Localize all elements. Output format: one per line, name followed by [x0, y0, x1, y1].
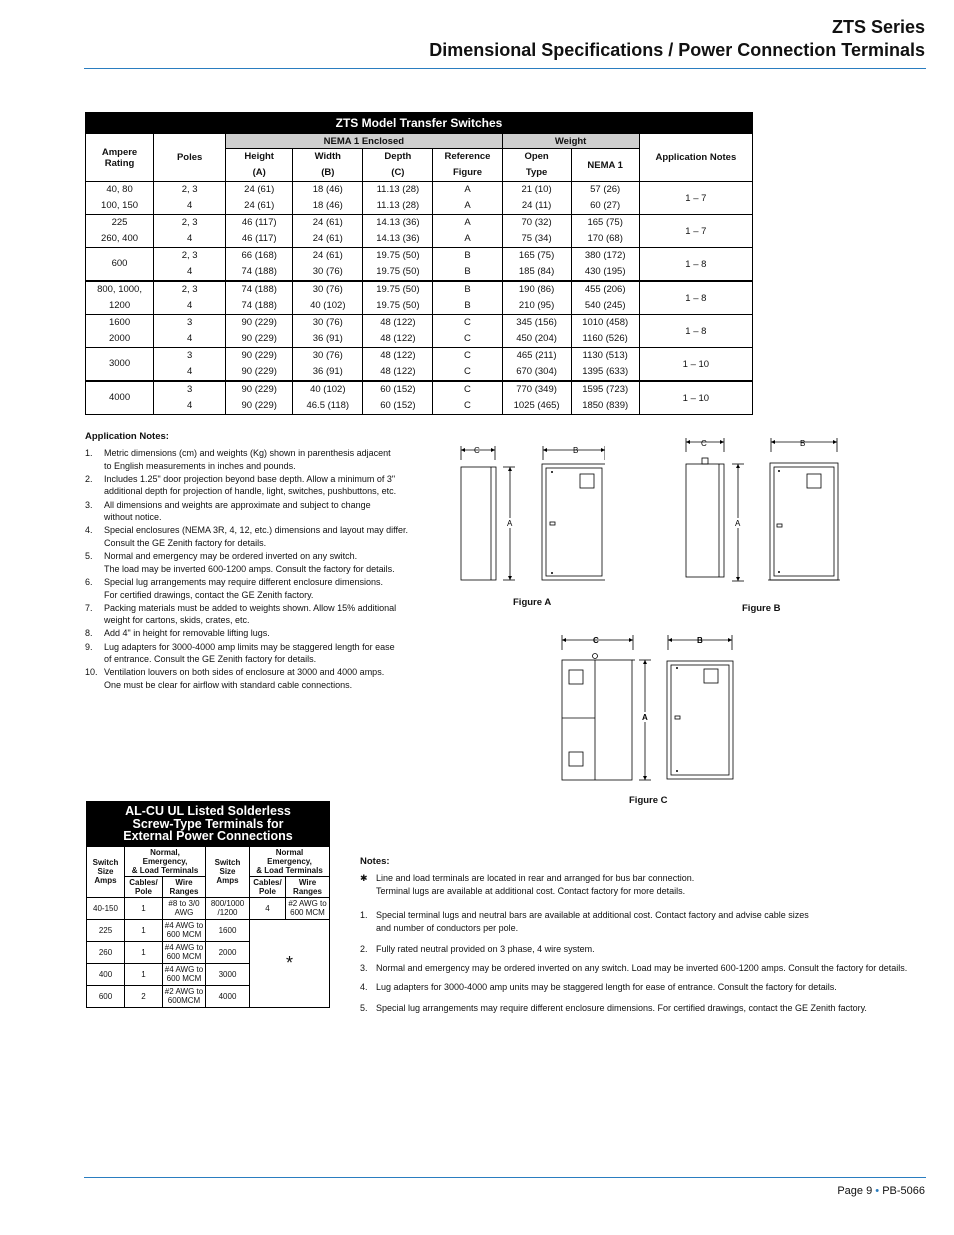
cell-depth: 11.13 (28) 11.13 (28) [363, 182, 433, 215]
cell-amps-2: 800/1000 /1200 [206, 897, 250, 919]
cell-ampere: 225 260, 400 [86, 215, 154, 248]
cell-cables: 1 [125, 963, 163, 985]
cell-poles: 3 4 [154, 381, 226, 415]
cell-nema1: 1130 (513) 1395 (633) [571, 348, 639, 382]
cell-amps: 40-150 [87, 897, 125, 919]
cell-app-notes: 1 – 7 [639, 215, 752, 248]
cell-poles: 2, 3 4 [154, 248, 226, 282]
col-depth: Depth (C) [363, 149, 433, 182]
cell-height: 66 (168) 74 (188) [226, 248, 293, 282]
fig-a-dim-a: A [507, 519, 513, 528]
table-row [86, 281, 753, 315]
cell-amps: 400 [87, 963, 125, 985]
cell-ampere: 1600 2000 [86, 315, 154, 348]
col-terminals-group: Normal, Emergency, & Load Terminals [125, 846, 206, 876]
fig-a-dim-b: B [573, 446, 579, 455]
col-wire-ranges: Wire Ranges [163, 876, 206, 897]
cell-wire: #4 AWG to 600 MCM [163, 919, 206, 941]
col-ref-figure: Reference Figure [433, 149, 502, 182]
col-nema1: NEMA 1 [571, 149, 639, 182]
cell-nema1: 455 (206) 540 (245) [571, 281, 639, 315]
cell-poles: 2, 3 4 [154, 215, 226, 248]
figure-c-label: Figure C [629, 795, 668, 806]
page-title: Dimensional Specifications / Power Connection Terminals [429, 40, 925, 60]
list-item: 7. Packing materials must be added to weights shown. Allow 15% additional weight for cartons, skids, crates, etc. [85, 602, 397, 626]
cell-open-type: 70 (32) 75 (34) [502, 215, 571, 248]
cell-open-type: 770 (349) 1025 (465) [502, 381, 571, 415]
list-item: 1. Metric dimensions (cm) and weights (Kg) shown in parenthesis adjacent to English measurements in inches and pounds. [85, 448, 391, 471]
col-switch-size-2: Switch Size Amps [206, 846, 250, 897]
cell-amps: 600 [87, 985, 125, 1007]
figure-c-drawing [555, 632, 745, 787]
cell-width: 24 (61) 30 (76) [293, 248, 363, 282]
terminals-table [86, 801, 330, 1008]
cell-wire: #2 AWG to 600MCM [163, 985, 206, 1007]
cell-wire: #4 AWG to 600 MCM [163, 963, 206, 985]
cell-open-type: 21 (10) 24 (11) [502, 182, 571, 215]
cell-wire: #8 to 3/0 AWG [163, 897, 206, 919]
cell-width: 18 (46) 18 (46) [293, 182, 363, 215]
cell-open-type: 190 (86) 210 (95) [502, 281, 571, 315]
fig-b-dim-b: B [800, 439, 806, 448]
table-row [86, 315, 753, 348]
table-row [87, 919, 330, 941]
cell-open-type: 465 (211) 670 (304) [502, 348, 571, 382]
table-row [86, 248, 753, 282]
cell-depth: 48 (122) 48 (122) [363, 315, 433, 348]
list-item: 4. Special enclosures (NEMA 3R, 4, 12, etc.) dimensions and layout may differ. Consult the GE Zenith factory for details. [85, 525, 408, 548]
cell-width: 30 (76) 40 (102) [293, 281, 363, 315]
notes-title: Notes: [360, 856, 390, 867]
cell-poles: 2, 3 4 [154, 182, 226, 215]
cell-amps-2: 1600 [206, 919, 250, 941]
cell-width: 40 (102) 46.5 (118) [293, 381, 363, 415]
cell-amps-2: 4000 [206, 985, 250, 1007]
fig-b-dim-a: A [735, 519, 741, 528]
cell-wire-2: #2 AWG to 600 MCM [286, 897, 330, 919]
cell-app-notes: 1 – 7 [639, 182, 752, 215]
cell-ref-figure: B B [433, 248, 502, 282]
terminals-caption: AL-CU UL Listed Solderless Screw-Type Terminals for External Power Connections [87, 802, 330, 847]
col-app-notes: Application Notes [639, 134, 752, 182]
cell-app-notes: 1 – 8 [639, 281, 752, 315]
list-item: 3. All dimensions and weights are approximate and subject to change without notice. [85, 499, 371, 523]
table-row [86, 381, 753, 415]
cell-ampere: 4000 [86, 381, 154, 415]
series-title: ZTS Series [831, 17, 925, 37]
cell-app-notes: 1 – 8 [639, 315, 752, 348]
cell-ref-figure: C C [433, 381, 502, 415]
col-terminals-group-2: Normal Emergency, & Load Terminals [250, 846, 330, 876]
col-open-type: Open Type [502, 149, 571, 182]
col-wire-ranges-2: Wire Ranges [286, 876, 330, 897]
list-item: 10. Ventilation louvers on both sides of enclosure at 3000 and 4000 amps. One must be clear for airflow with standard cable connections. [85, 667, 385, 691]
fig-a-dim-c: C [474, 446, 480, 455]
cell-open-type: 165 (75) 185 (84) [502, 248, 571, 282]
app-notes-list [85, 447, 415, 692]
figure-b-drawing [680, 436, 850, 596]
page-number: Page 9 [837, 1185, 873, 1197]
cell-poles: 3 4 [154, 315, 226, 348]
cell-ampere: 600 [86, 248, 154, 282]
cell-ampere: 40, 80 100, 150 [86, 182, 154, 215]
cell-ref-figure: A A [433, 182, 502, 215]
cell-height: 74 (188) 74 (188) [226, 281, 293, 315]
cell-amps: 225 [87, 919, 125, 941]
cell-wire: #4 AWG to 600 MCM [163, 941, 206, 963]
figure-a-drawing [455, 440, 605, 615]
table-row [87, 897, 330, 919]
col-switch-size: Switch Size Amps [87, 846, 125, 897]
table-row [86, 215, 753, 248]
cell-amps-2: 3000 [206, 963, 250, 985]
cell-height: 90 (229) 90 (229) [226, 348, 293, 382]
cell-nema1: 57 (26) 60 (27) [571, 182, 639, 215]
fig-c-dim-b: B [697, 636, 703, 645]
cell-ampere: 3000 [86, 348, 154, 382]
cell-ref-figure: C C [433, 348, 502, 382]
page-footer [837, 1185, 925, 1197]
app-notes-title: Application Notes: [85, 431, 169, 442]
table-row [86, 182, 753, 215]
cell-width: 30 (76) 36 (91) [293, 348, 363, 382]
cell-app-notes: 1 – 8 [639, 248, 752, 282]
list-item: 9. Lug adapters for 3000-4000 amp limits may be staggered length for ease of entrance. Consult the GE Zenith factory for details. [85, 641, 395, 665]
fig-c-dim-a: A [642, 713, 648, 722]
cell-app-notes: 1 – 10 [639, 348, 752, 382]
cell-poles: 3 4 [154, 348, 226, 382]
doc-number: PB-5066 [882, 1185, 925, 1197]
cell-app-notes: 1 – 10 [639, 381, 752, 415]
cell-poles: 2, 3 4 [154, 281, 226, 315]
col-ampere: Ampere Rating [86, 134, 154, 182]
cell-star: * [250, 919, 330, 1007]
cell-height: 24 (61) 24 (61) [226, 182, 293, 215]
top-rule [84, 68, 926, 69]
group-nema: NEMA 1 Enclosed [226, 134, 502, 149]
group-weight: Weight [502, 134, 639, 149]
col-poles: Poles [154, 134, 226, 182]
cell-height: 46 (117) 46 (117) [226, 215, 293, 248]
bottom-rule [84, 1177, 926, 1178]
table-row [86, 348, 753, 382]
cell-amps-2: 2000 [206, 941, 250, 963]
cell-depth: 48 (122) 48 (122) [363, 348, 433, 382]
cell-depth: 19.75 (50) 19.75 (50) [363, 281, 433, 315]
cell-ref-figure: C C [433, 315, 502, 348]
cell-height: 90 (229) 90 (229) [226, 381, 293, 415]
cell-nema1: 1595 (723) 1850 (839) [571, 381, 639, 415]
cell-nema1: 1010 (458) 1160 (526) [571, 315, 639, 348]
cell-nema1: 165 (75) 170 (68) [571, 215, 639, 248]
cell-depth: 60 (152) 60 (152) [363, 381, 433, 415]
col-cables-pole: Cables/ Pole [125, 876, 163, 897]
cell-depth: 14.13 (36) 14.13 (36) [363, 215, 433, 248]
col-height: Height (A) [226, 149, 293, 182]
cell-cables: 1 [125, 919, 163, 941]
figure-b-label: Figure B [742, 603, 781, 614]
zts-model-table [85, 112, 753, 415]
cell-cables: 1 [125, 941, 163, 963]
list-item: 6. Special lug arrangements may require different enclosure dimensions. For certified drawings, contact the GE Zenith factory. [85, 576, 383, 600]
cell-ref-figure: B B [433, 281, 502, 315]
list-item: 2. Includes 1.25" door projection beyond base depth. Allow a minimum of 3" additional depth for projection of handle, light, switches, pushbuttons, etc. [85, 473, 397, 497]
cell-cables: 2 [125, 985, 163, 1007]
cell-cables-2: 4 [250, 897, 286, 919]
cell-cables: 1 [125, 897, 163, 919]
cell-amps: 260 [87, 941, 125, 963]
fig-b-dim-c: C [701, 439, 707, 448]
cell-width: 30 (76) 36 (91) [293, 315, 363, 348]
list-item: 5. Normal and emergency may be ordered inverted on any switch. The load may be inverted 600-1200 amps. Consult the factory for details. [85, 551, 395, 574]
cell-width: 24 (61) 24 (61) [293, 215, 363, 248]
cell-depth: 19.75 (50) 19.75 (50) [363, 248, 433, 282]
cell-ampere: 800, 1000, 1200 [86, 281, 154, 315]
footer-bullet: • [875, 1185, 880, 1197]
list-item: 8. Add 4" in height for removable lifting lugs. [85, 628, 270, 639]
cell-height: 90 (229) 90 (229) [226, 315, 293, 348]
cell-ref-figure: A A [433, 215, 502, 248]
cell-nema1: 380 (172) 430 (195) [571, 248, 639, 282]
figure-a-label: Figure A [513, 597, 552, 608]
cell-open-type: 345 (156) 450 (204) [502, 315, 571, 348]
fig-c-dim-c: C [593, 636, 599, 645]
col-cables-pole-2: Cables/ Pole [250, 876, 286, 897]
table-caption: ZTS Model Transfer Switches [86, 113, 753, 134]
col-width: Width (B) [293, 149, 363, 182]
